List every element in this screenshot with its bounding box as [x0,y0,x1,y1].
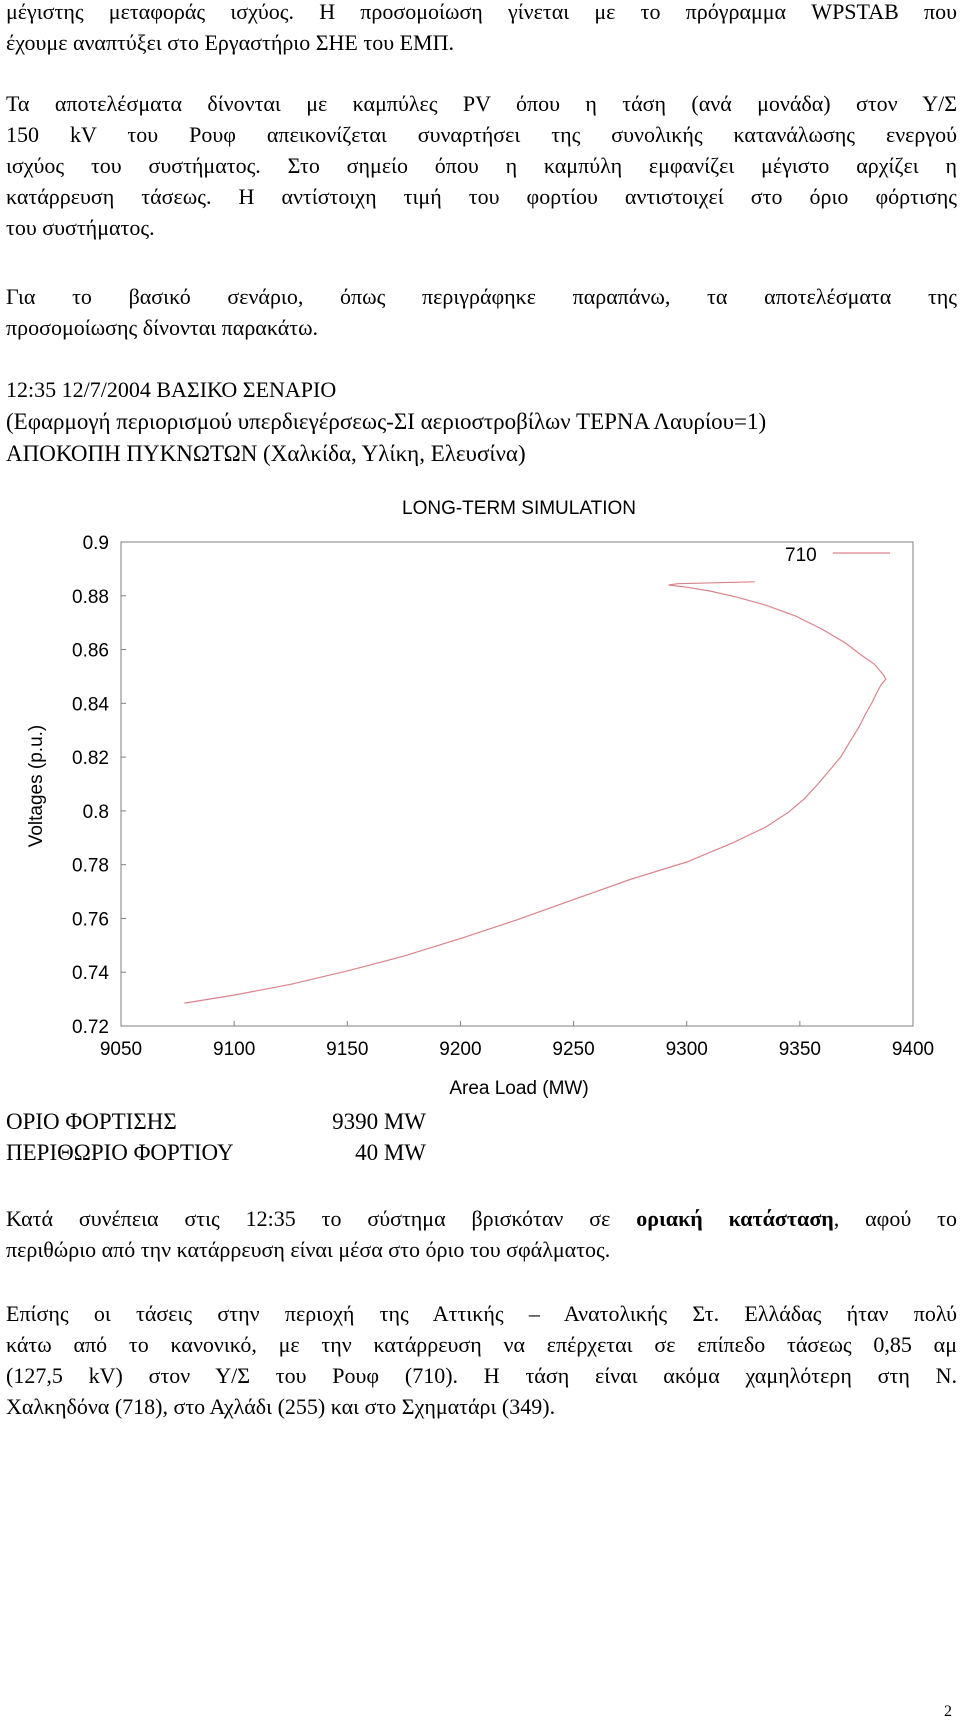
plot-frame [121,542,913,1026]
margin-label: ΠΕΡΙΘΩΡΙΟ ΦΟΡΤΙΟΥ [6,1140,234,1165]
margin-value: 40 MW [355,1140,426,1165]
text-line: (127,5 kV) στον Υ/Σ του Ρουφ (710). Η τάση είναι ακόμα χαμηλότερη στη Ν. [6,1363,957,1388]
limits-table [6,1106,426,1168]
text-line: Τα αποτελέσματα δίνονται με καμπύλες PV όπου η τάση (ανά μονάδα) στον Υ/Σ [6,91,957,116]
text-line [6,1203,957,1234]
y-tick-label: 0.8 [82,801,109,823]
text-line: ισχύος του συστήματος. Στο σημείο όπου η καμπύλη εμφανίζει μέγιστο αρχίζει η [6,153,957,178]
x-tick-label: 9350 [778,1039,821,1060]
x-tick-label: 9250 [552,1039,595,1060]
text-line: 150 kV του Ρουφ απεικονίζεται συναρτήσει της συνολικής κατανάλωσης ενεργού [6,122,957,147]
text-line: κάτω από το κανονικό, με την κατάρρευση να επέρχεται σε επίπεδο τάσεως 0,85 αμ [6,1332,957,1357]
text-line: περιθώριο από την κατάρρευση είναι μέσα στο όριο του σφάλματος. [6,1237,611,1262]
conclusion-paragraph [6,1203,957,1265]
page-number: 2 [944,1703,952,1720]
intro-paragraph [6,0,957,58]
y-axis-ticks [72,533,126,1038]
text-run: Κατά συνέπεια στις 12:35 το σύστημα βρισκόταν σε [6,1206,637,1231]
scenario-header-line2: (Εφαρμογή περιορισμού υπερδιεγέρσεως-ΣΙ αεριοστροβίλων ΤΕΡΝΑ Λαυρίου=1) [6,409,767,434]
scenario-paragraph [6,281,957,343]
y-tick-label: 0.9 [82,533,109,554]
text-line: προσομοίωσης δίνονται παρακάτω. [6,315,319,340]
text-line: κατάρρευση τάσεως. Η αντίστοιχη τιμή του φορτίου αντιστοιχεί στο όριο φόρτισης [6,184,957,209]
pv-curve-chart [0,490,960,1110]
y-tick-label: 0.84 [72,694,109,716]
load-limit-row [6,1106,426,1137]
scenario-header-line1: 12:35 12/7/2004 ΒΑΣΙΚΟ ΣΕΝΑΡΙΟ [6,377,337,402]
x-tick-label: 9400 [891,1039,935,1060]
text-run: , αφού το [833,1206,957,1231]
chart-svg [0,490,960,1110]
margin-row [6,1137,426,1168]
load-limit-value: 9390 MW [332,1109,426,1134]
x-tick-label: 9100 [213,1039,256,1060]
text-line: έχουμε αναπτύξει στο Εργαστήριο ΣΗΕ του ΕΜΠ. [6,30,454,55]
text-line: Επίσης οι τάσεις στην περιοχή της Αττικής – Ανατολικής Στ. Ελλάδας ήταν πολύ [6,1301,957,1326]
scenario-header-line3: ΑΠΟΚΟΠΗ ΠΥΚΝΩΤΩΝ (Χαλκίδα, Υλίκη, Ελευσίνα) [6,441,526,466]
x-axis-ticks [100,1021,934,1060]
y-tick-label: 0.86 [72,640,109,662]
results-paragraph [6,88,957,243]
y-tick-label: 0.76 [72,909,109,931]
x-tick-label: 9150 [326,1039,369,1060]
y-tick-label: 0.82 [72,748,109,770]
legend-label: 710 [785,545,817,566]
text-line: Για το βασικό σενάριο, όπως περιγράφηκε παραπάνω, τα αποτελέσματα της [6,284,957,309]
y-tick-label: 0.88 [72,586,109,608]
y-axis-label: Voltages (p.u.) [26,724,47,848]
text-line: μέγιστης μεταφοράς ισχύος. Η προσομοίωση γίνεται με το πρόγραμμα WPSTAB που [6,0,957,24]
series-line-710 [184,582,885,1003]
x-tick-label: 9200 [439,1039,482,1060]
y-tick-label: 0.72 [72,1017,109,1038]
bold-term: οριακή κατάσταση [636,1206,834,1231]
y-tick-label: 0.78 [72,855,109,877]
load-limit-label: ΟΡΙΟ ΦΟΡΤΙΣΗΣ [6,1109,177,1134]
text-line: του συστήματος. [6,215,155,240]
x-tick-label: 9050 [99,1039,143,1060]
text-line: Χαλκηδόνα (718), στο Αχλάδι (255) και στο Σχηματάρι (349). [6,1394,556,1419]
x-axis-label: Area Load (MW) [449,1078,589,1099]
y-tick-label: 0.74 [72,963,109,985]
x-tick-label: 9300 [665,1039,708,1060]
chart-title: LONG-TERM SIMULATION [402,498,636,519]
attica-paragraph [6,1298,957,1422]
